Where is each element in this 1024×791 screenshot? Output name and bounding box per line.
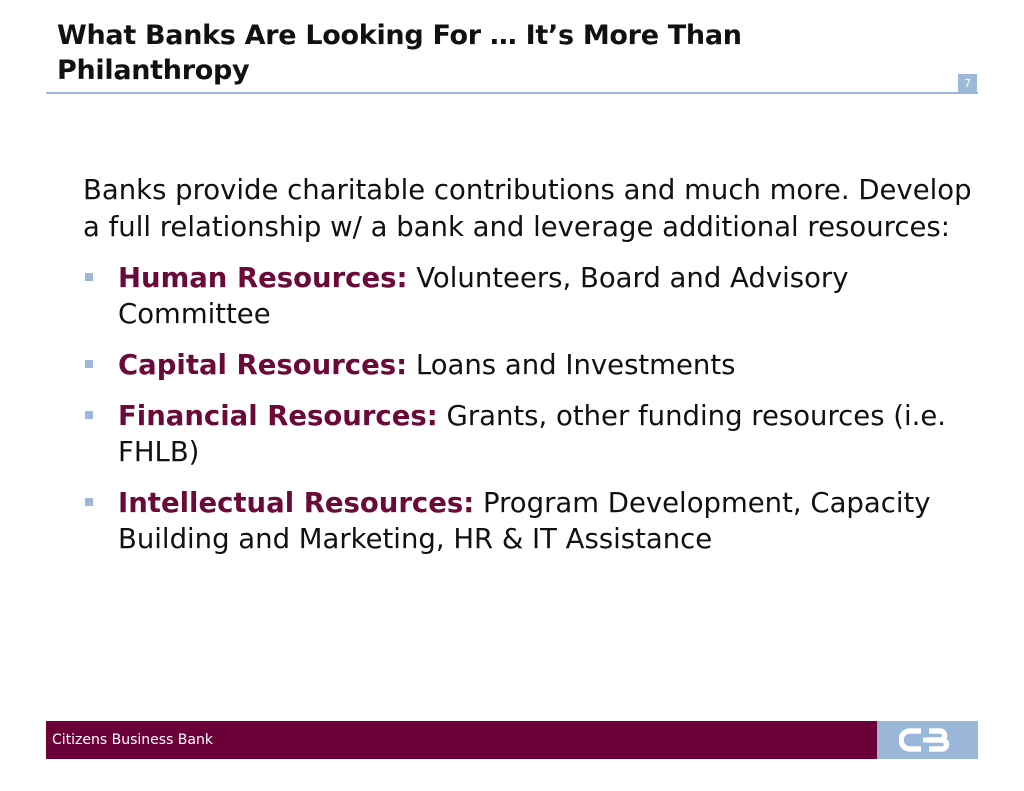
footer-bar: [46, 721, 877, 759]
bullet-text: Volunteers, Board and Advisory Committee: [118, 262, 849, 330]
list-item: [83, 347, 983, 383]
list-item: [83, 398, 983, 470]
list-item: [83, 260, 983, 332]
square-bullet-icon: [85, 411, 93, 419]
resource-list: [83, 260, 983, 557]
bullet-heading: Human Resources:: [118, 262, 408, 294]
square-bullet-icon: [85, 498, 93, 506]
bullet-text: Grants, other funding resources (i.e. FHLB): [118, 400, 947, 468]
cbb-logo-icon: [899, 727, 955, 753]
bullet-heading: Capital Resources:: [118, 349, 408, 381]
bullet-heading: Intellectual Resources:: [118, 487, 475, 519]
slide-title: What Banks Are Looking For … It’s More Than Philanthropy: [57, 20, 742, 86]
footer-company-name: Citizens Business Bank: [52, 732, 213, 748]
square-bullet-icon: [85, 360, 93, 368]
square-bullet-icon: [85, 273, 93, 281]
title-divider: [46, 92, 978, 94]
list-item: [83, 485, 983, 557]
bullet-text: Program Development, Capacity Building and Marketing, HR & IT Assistance: [118, 487, 931, 555]
slide-body: [83, 172, 983, 572]
bullet-text: Loans and Investments: [407, 349, 736, 381]
intro-paragraph: Banks provide charitable contributions and much more. Develop a full relationship w/ a bank and leverage additional resources:: [83, 174, 972, 243]
page-number: 7: [958, 74, 977, 94]
bullet-heading: Financial Resources:: [118, 400, 438, 432]
footer-logo: [877, 721, 978, 759]
